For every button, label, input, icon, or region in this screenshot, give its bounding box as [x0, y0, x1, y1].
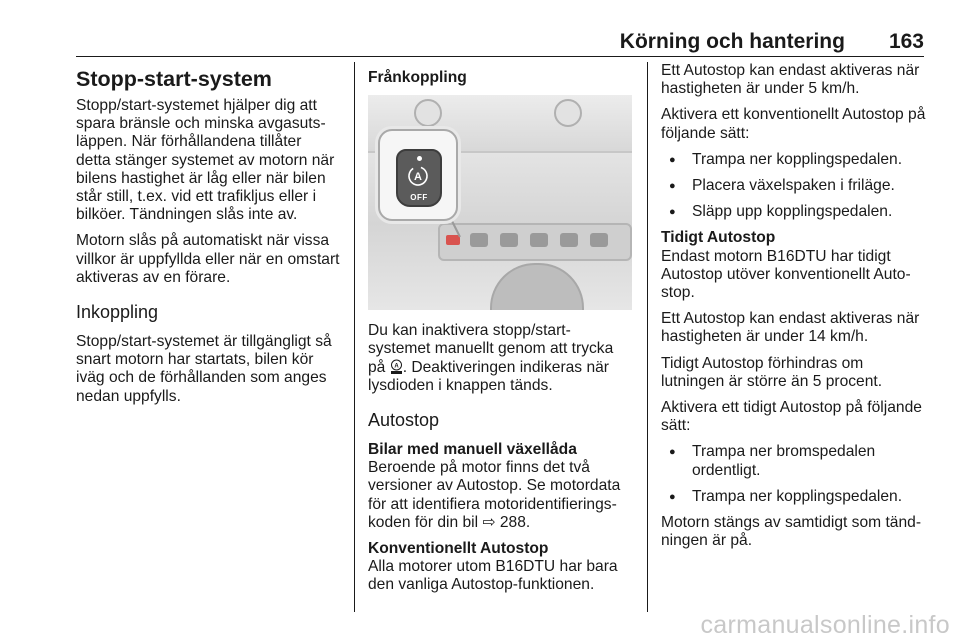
svg-text:A: A — [394, 363, 399, 370]
steps-list-early — [661, 443, 929, 506]
button-callout — [378, 129, 458, 221]
steps-list-conventional — [661, 151, 929, 222]
paragraph-activate-conventional: Aktivera ett konventionellt Autostop på följande sätt: — [661, 106, 926, 142]
heading-inkoppling: Inkoppling — [76, 302, 159, 323]
paragraph-frankoppling: Du kan inaktivera stopp/start-systemet manuellt genom att trycka på A . Deaktiveringen indikeras när lysdioden i knappen tänds. — [368, 322, 614, 394]
paragraph-engine-off: Motorn stängs av samtidigt som tändningen är på. — [661, 514, 922, 550]
paragraph-intro: Stopp/start-systemet hjälper dig att spara bränsle och minska avgasutsläppen. När förhållandena tillåter detta stänger systemet av motorn när bilens hastighet är låg eller när bilen står still, t.ex. vid ett trafikljus eller i bilköer. Tändningen slås inte av. — [76, 97, 335, 224]
section-title: Körning och hantering — [619, 30, 845, 53]
page-header — [76, 26, 924, 57]
heading-tidigt-autostop: Tidigt Autostop — [661, 229, 776, 247]
page-reference[interactable]: 288. — [495, 513, 531, 531]
watermark: carmanualsonline.info — [700, 611, 950, 639]
svg-text:A: A — [414, 171, 422, 184]
heading-konventionellt: Konventionellt Autostop — [368, 540, 549, 558]
auto-stop-off-icon — [390, 359, 403, 375]
heading-stopp-start-system: Stopp-start-system — [76, 67, 272, 91]
column-divider-2 — [647, 62, 648, 612]
paragraph-activate-early: Aktivera ett tidigt Autostop på följande sätt: — [661, 399, 922, 435]
heading-frankoppling: Frånkoppling — [368, 69, 467, 86]
paragraph-speed-14: Ett Autostop kan endast aktiveras när hastigheten är under 14 km/h. — [661, 310, 920, 346]
heading-autostop: Autostop — [368, 410, 440, 431]
paragraph-restart: Motorn slås på automatiskt när vissa villkor är uppfyllda eller när en omstart aktiveras av en förare. — [76, 232, 340, 286]
auto-stop-off-icon — [407, 165, 429, 187]
column-divider-1 — [354, 62, 355, 612]
paragraph-konventionellt: Alla motorer utom B16DTU har bara den vanliga Autostop-funktionen. — [368, 558, 618, 594]
column-2 — [368, 62, 632, 603]
column-1 — [76, 62, 340, 414]
list-item: ● Trampa ner bromspedalen ordentligt. — [661, 443, 929, 479]
paragraph-b16dtu: Endast motorn B16DTU har tidigt Autostop utöver konventionellt Autostop. — [661, 247, 911, 302]
heading-manuell-vaxellada: Bilar med manuell växellåda — [368, 441, 577, 459]
list-item: ● Trampa ner kopplingspedalen. — [661, 488, 929, 506]
paragraph-speed-5: Ett Autostop kan endast aktiveras när hastigheten är under 5 km/h. — [661, 62, 920, 98]
paragraph-inkoppling: Stopp/start-systemet är tillgängligt så snart motorn har startats, bilen kör iväg och de förhållanden som anges nedan uppfylls. — [76, 333, 332, 405]
list-item: ● Placera växelspaken i friläge. — [661, 177, 929, 195]
led-indicator — [417, 156, 422, 161]
list-item: ● Trampa ner kopplingspedalen. — [661, 151, 929, 169]
button-label: OFF — [410, 193, 428, 203]
page-reference-arrow-icon: ⇨ — [482, 513, 496, 531]
list-item: ● Släpp upp kopplingspedalen. — [661, 203, 929, 221]
paragraph-slope: Tidigt Autostop förhindras om lutningen är större än 5 procent. — [661, 354, 883, 390]
page-number: 163 — [888, 30, 924, 53]
auto-stop-button — [396, 149, 442, 207]
column-3 — [661, 62, 929, 558]
paragraph-versions: Beroende på motor finns det två versioner av Autostop. Se motordata för att identifiera motoridentifieringskoden för din bil ⇨ 288. — [368, 459, 621, 531]
dashboard-illustration — [368, 95, 632, 310]
